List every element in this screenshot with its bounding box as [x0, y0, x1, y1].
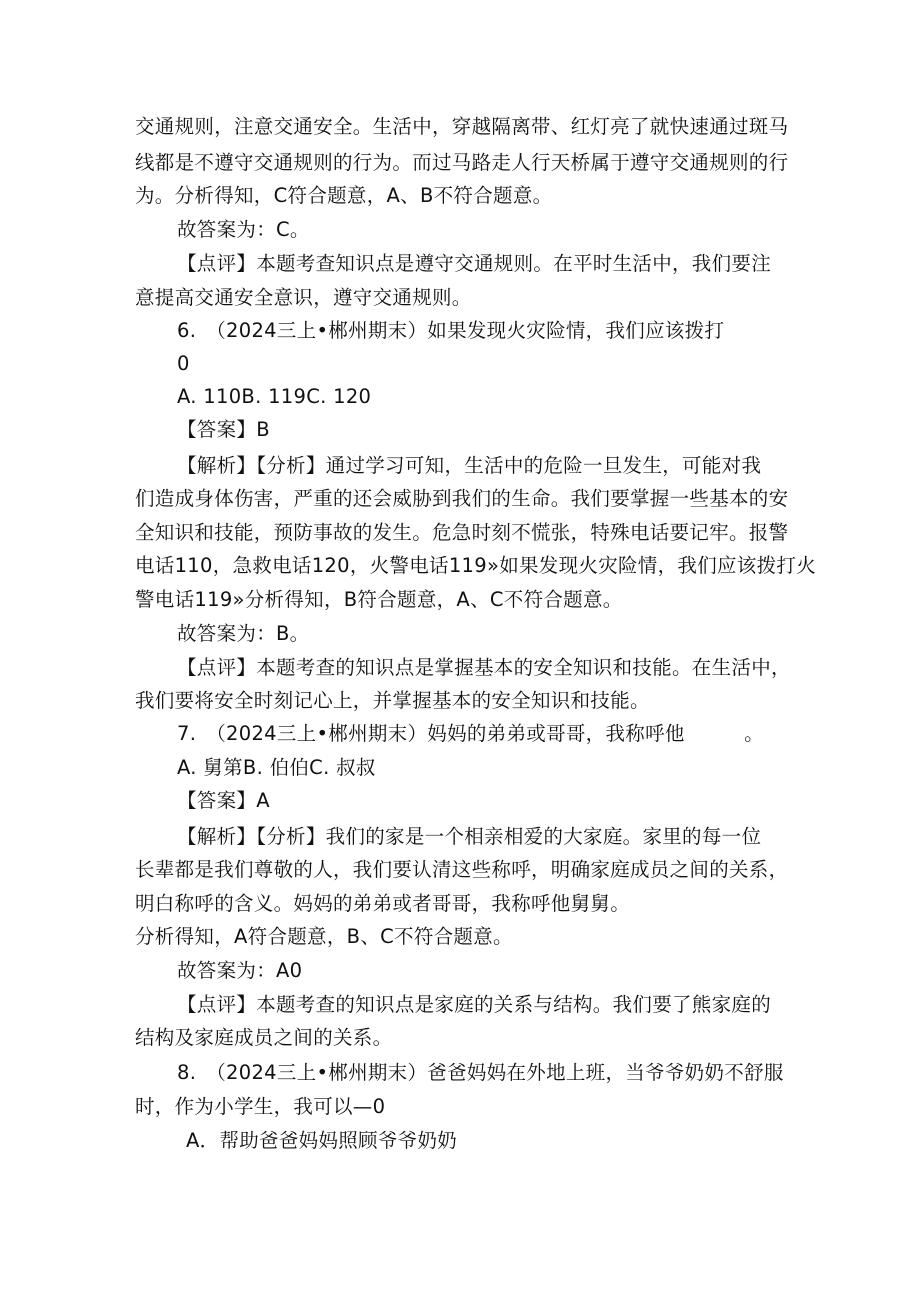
analysis-line: 【解析】【分析】通过学习可知，生活中的危险一旦发生，可能对我 — [177, 454, 762, 477]
question-7-options: A. 舅第B. 伯伯C. 叔叔 — [177, 756, 376, 779]
analysis-line: 分析得知，A符合题意，B、C不符合题意。 — [135, 925, 513, 948]
analysis-line: 警电话119»分析得知，B符合题意，A、C不符合题意。 — [135, 588, 623, 611]
paragraph-line: 交通规则，注意交通安全。生活中，穿越隔离带、红灯亮了就快速通过斑马 — [135, 115, 789, 138]
question-8: 8. （2024三上•郴州期末）爸爸妈妈在外地上班，当爷爷奶奶不舒服 — [177, 1061, 784, 1084]
question-8: 时，作为小学生，我可以—0 — [135, 1095, 386, 1118]
analysis-line: 长辈都是我们尊敬的人，我们要认清这些称呼，明确家庭成员之间的关系， — [135, 858, 789, 881]
comment-line: 意提高交通安全意识，遵守交通规则。 — [135, 286, 472, 309]
comment-line: 【点评】本题考查的知识点是家庭的关系与结构。我们要了熊家庭的 — [177, 993, 772, 1016]
analysis-line: 们造成身体伤害，严重的还会威胁到我们的生命。我们要掌握一些基本的安 — [135, 487, 789, 510]
answer-final-line: 故答案为：C。 — [177, 218, 310, 241]
answer-final-line: 故答案为：B。 — [177, 622, 310, 645]
comment-line: 我们要将安全时刻记心上，并掌握基本的安全知识和技能。 — [135, 689, 650, 712]
question-6: 6. （2024三上•郴州期末）如果发现火灾险情，我们应该拨打 — [177, 319, 725, 342]
analysis-line: 明白称呼的含义。妈妈的弟弟或者哥哥，我称呼他舅舅。 — [135, 892, 631, 915]
paragraph-line: 为。分析得知，C符合题意，A、B不符合题意。 — [135, 184, 553, 207]
comment-line: 【点评】本题考查的知识点是掌握基本的安全知识和技能。在生活中， — [177, 656, 791, 679]
comment-line: 结构及家庭成员之间的关系。 — [135, 1026, 393, 1049]
question-7-answer: 【答案】A — [177, 789, 270, 812]
question-7: 7. （2024三上•郴州期末）妈妈的弟弟或哥哥，我称呼他 。 — [177, 722, 764, 745]
question-6-blank: 0 — [177, 352, 190, 375]
paragraph-line: 线都是不遵守交通规则的行为。而过马路走人行天桥属于遵守交通规则的行 — [135, 151, 789, 174]
analysis-line: 电话110，急救电话120，火警电话119»如果发现火灾险情，我们应该拨打火 — [135, 554, 816, 577]
question-6-answer: 【答案】B — [177, 418, 270, 441]
analysis-line: 全知识和技能，预防事故的发生。危急时刻不慌张，特殊电话要记牢。报警 — [135, 521, 789, 544]
question-6-options: A. 110B. 119C. 120 — [177, 385, 372, 408]
question-8-option-a: A．帮助爸爸妈妈照顾爷爷奶奶 — [186, 1129, 458, 1152]
comment-line: 【点评】本题考查知识点是遵守交通规则。在平时生活中，我们要注 — [177, 252, 772, 275]
answer-final-line: 故答案为：A0 — [177, 959, 303, 982]
analysis-line: 【解析】【分析】我们的家是一个相亲相爱的大家庭。家里的每一位 — [177, 825, 762, 848]
